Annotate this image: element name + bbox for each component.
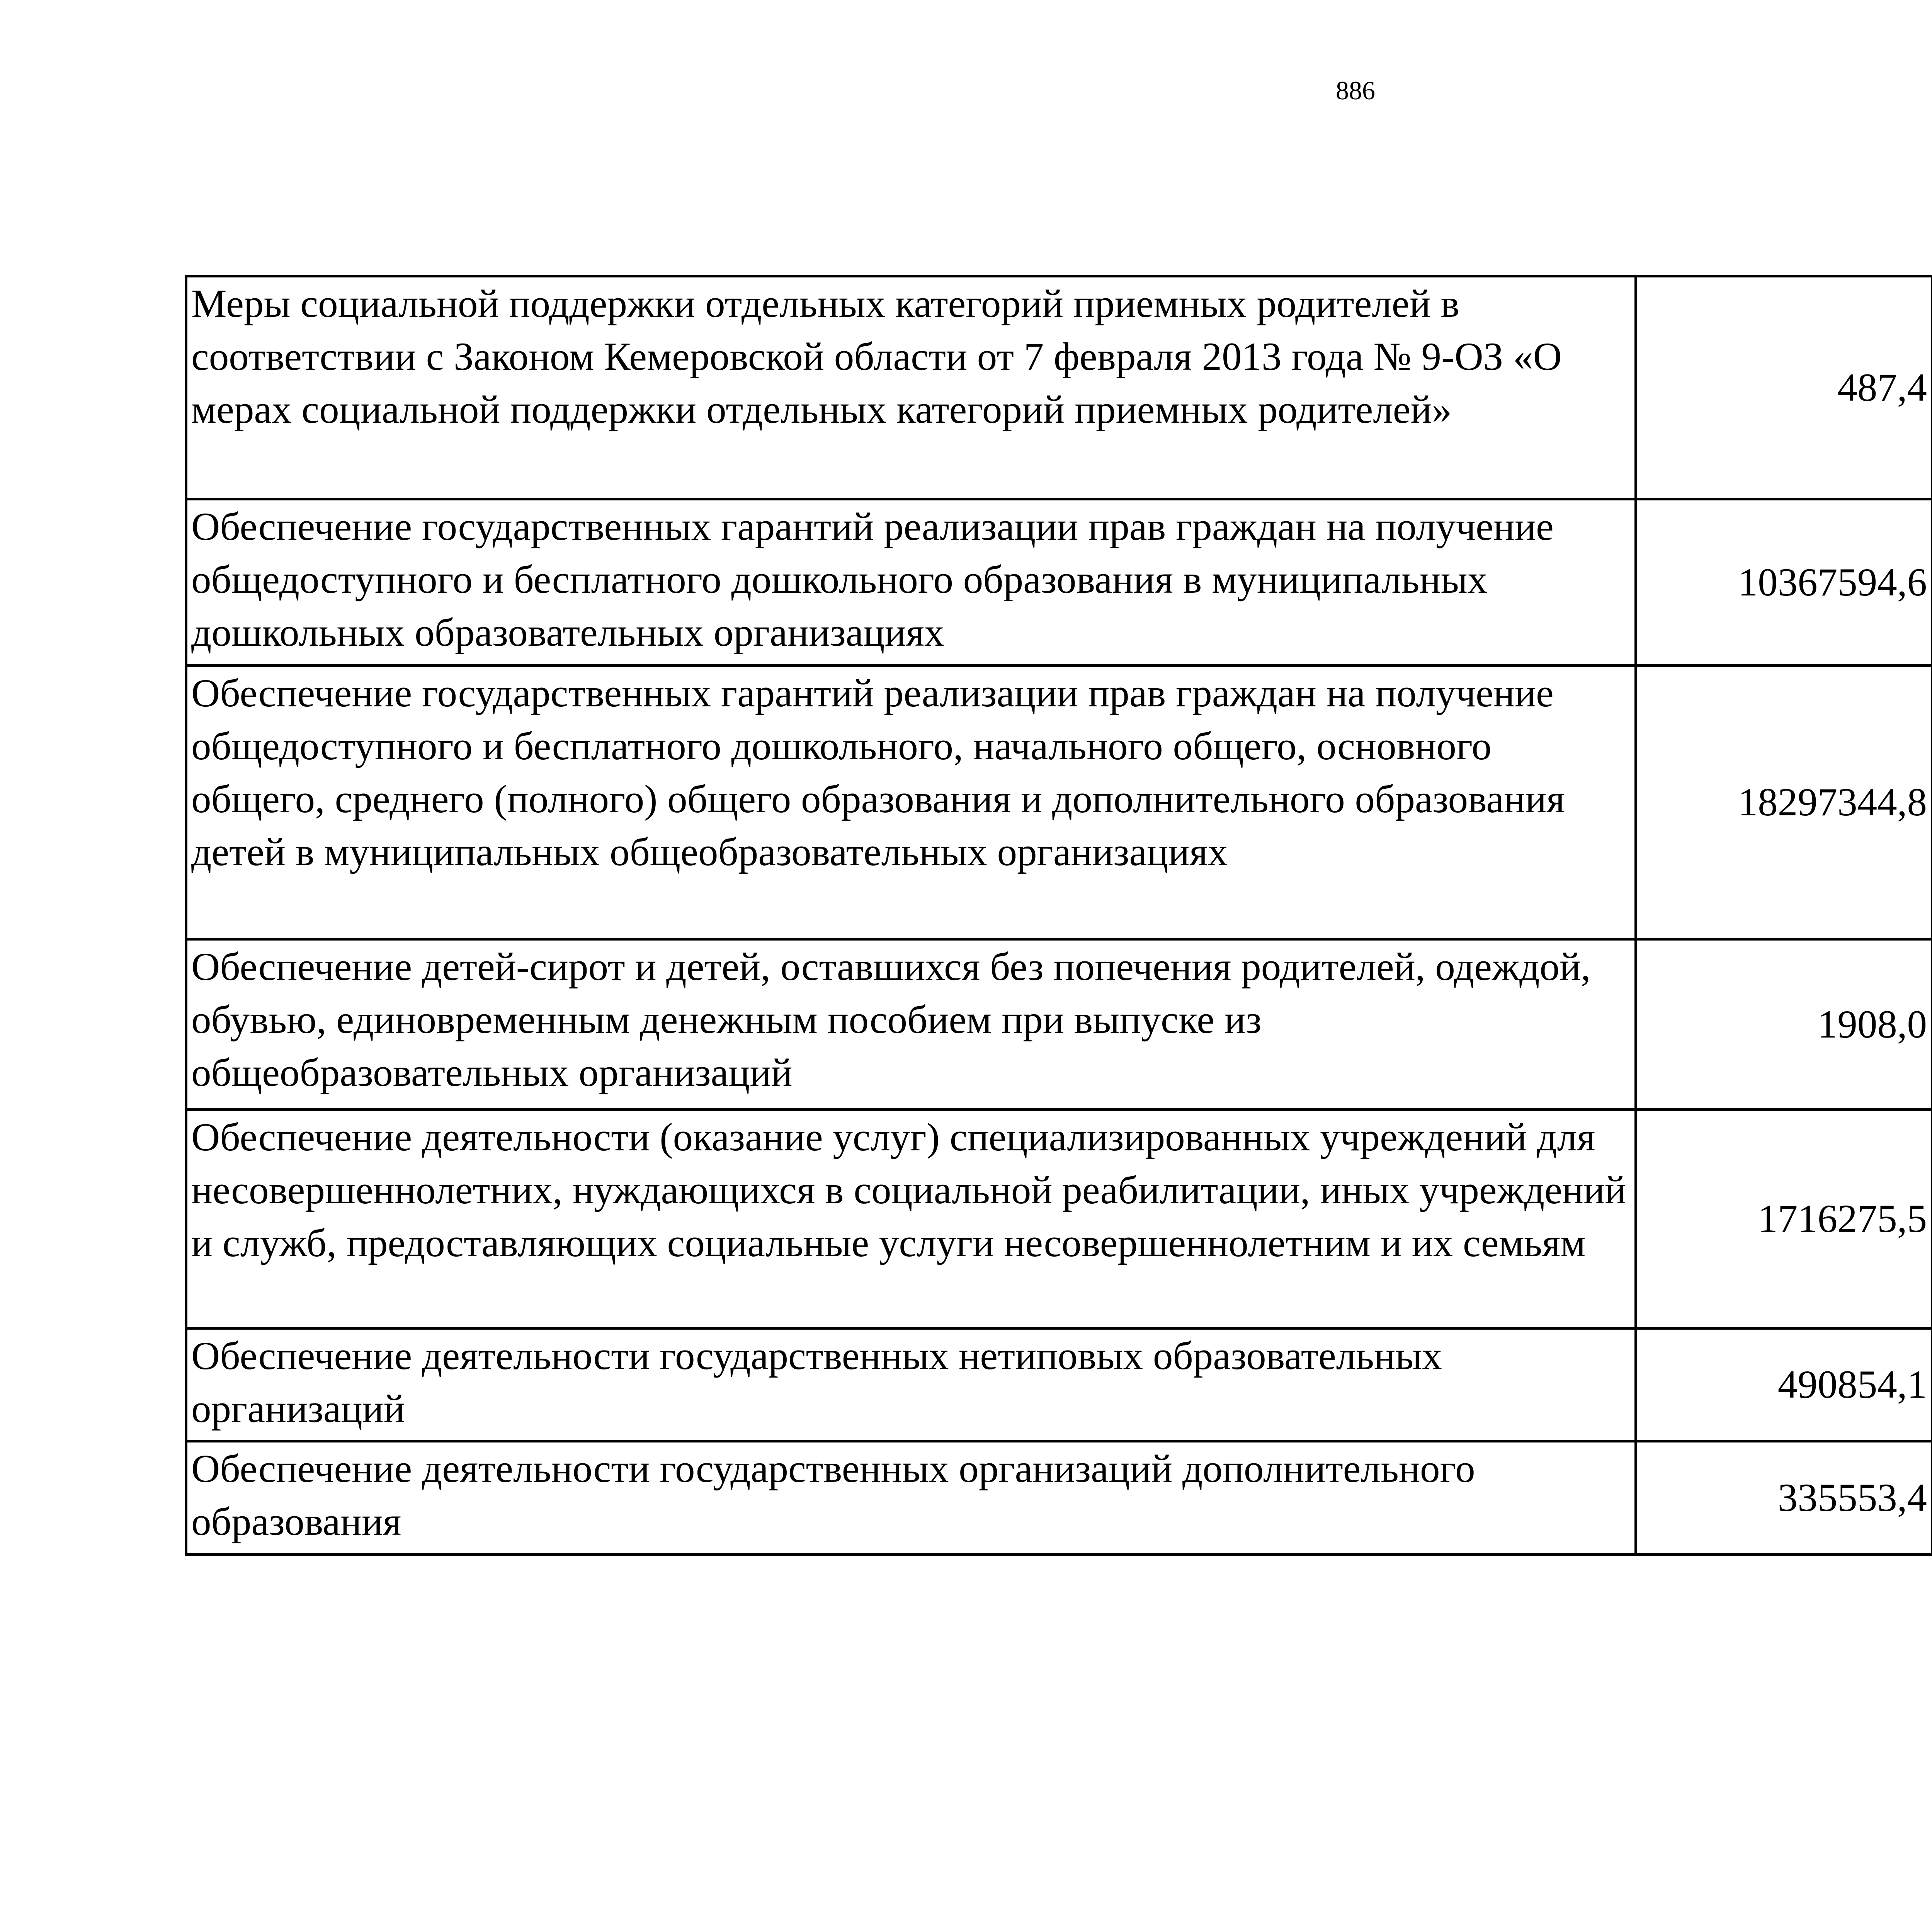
row-description: Обеспечение деятельности государственных нетиповых образовательных организаций: [186, 1328, 1636, 1441]
table-row: [186, 666, 1932, 939]
row-description: Обеспечение государственных гарантий реализации прав граждан на получение общедоступного и бесплатного дошкольного, начального общего, основного общего, среднего (полного) общего образования и дополнительного образования детей в муниципальных общеобразовательных организациях: [186, 666, 1636, 939]
value-cell: 1908,0: [1636, 939, 1932, 1110]
table-row: [186, 1328, 1932, 1441]
value-cell: 10367594,6: [1636, 499, 1932, 666]
table-row: [186, 1110, 1932, 1328]
row-description: Обеспечение детей-сирот и детей, оставшихся без попечения родителей, одеждой, обувью, единовременным денежным пособием при выпуске из общеобразовательных организаций: [186, 939, 1636, 1110]
value-cell: 487,4: [1636, 276, 1932, 499]
table-row: [186, 939, 1932, 1110]
row-description: Меры социальной поддержки отдельных категорий приемных родителей в соответствии с Законом Кемеровской области от 7 февраля 2013 года № 9-ОЗ «О мерах социальной поддержки отдельных категорий приемных родителей»: [186, 276, 1636, 499]
table-row: [186, 499, 1932, 666]
value-cell: 18297344,8: [1636, 666, 1932, 939]
value-cell: 490854,1: [1636, 1328, 1932, 1441]
table-row: [186, 276, 1932, 499]
value-cell: 1716275,5: [1636, 1110, 1932, 1328]
row-description: Обеспечение деятельности (оказание услуг) специализированных учреждений для несовершеннолетних, нуждающихся в социальной реабилитации, иных учреждений и служб, предоставляющих социальные услуги несовершеннолетним и их семьям: [186, 1110, 1636, 1328]
value-cell: 335553,4: [1636, 1441, 1932, 1555]
budget-table: [185, 275, 1932, 1556]
table-row: [186, 1441, 1932, 1555]
row-description: Обеспечение деятельности государственных организаций дополнительного образования: [186, 1441, 1636, 1555]
row-description: Обеспечение государственных гарантий реализации прав граждан на получение общедоступного и бесплатного дошкольного образования в муниципальных дошкольных образовательных организациях: [186, 499, 1636, 666]
page-number: 886: [1336, 76, 1375, 105]
